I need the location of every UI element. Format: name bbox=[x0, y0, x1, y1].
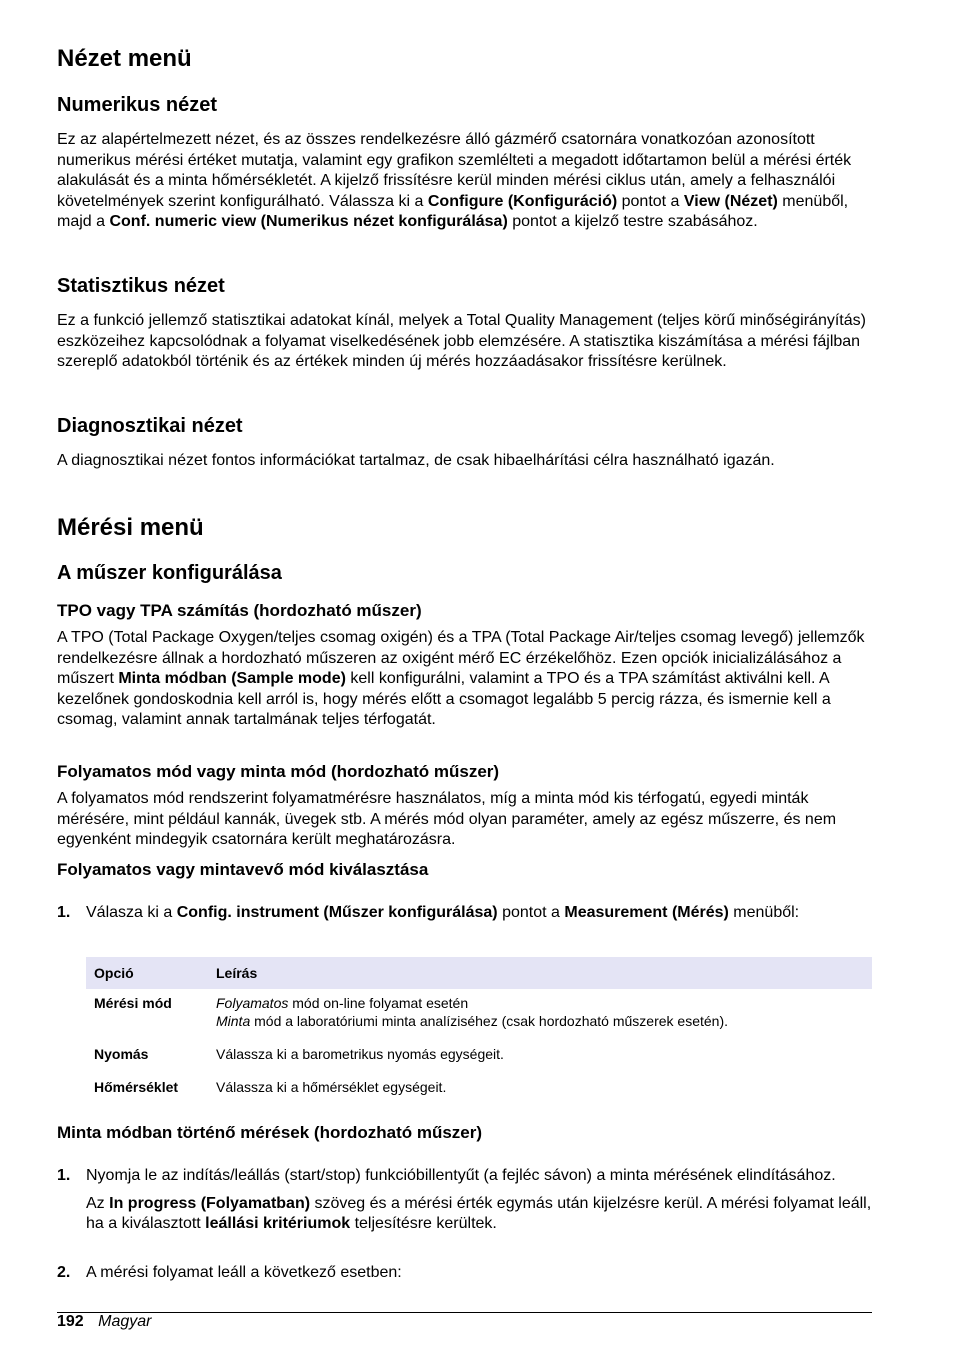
table-row bbox=[86, 1040, 872, 1073]
option-name: Nyomás bbox=[94, 1046, 149, 1062]
heading-measurement-menu: Mérési menü bbox=[57, 514, 204, 541]
step-result-text: Az In progress (Folyamatban) szöveg és a mérési érték egymás után kijelzésre kerül. A mérési folyamat leáll, ha a kiválasztott leállási kritériumok teljesítésre kerültek. bbox=[86, 1194, 872, 1232]
table-row bbox=[86, 989, 872, 1040]
options-table bbox=[86, 957, 872, 1106]
step-text: Válasza ki a Config. instrument (Műszer konfigurálása) pontot a Measurement (Mérés) menüből: bbox=[86, 904, 800, 921]
paragraph-numeric: Ez az alapértelmezett nézet, és az összes rendelkezésre álló gázmérő csatornára vonatkozóan azonosított numerikus mérési értéket mutatja, valamint egy grafikon szemlélteti a megadott időtartamon belül a mérési érték alakulását és a minta hőmérsékletét. A kijelző frissítésre kerül minden mérési ciklus után, amely a felhasználói követelmények szerint konfigurálható. Válassza ki a Configure (Konfiguráció) pontot a View (Nézet) menüből, majd a Conf. numeric view (Numerikus nézet konfigurálása) pontot a kijelző testre szabásához. bbox=[57, 131, 852, 230]
heading-numeric-view: Numerikus nézet bbox=[57, 94, 218, 116]
option-name: Mérési mód bbox=[94, 995, 172, 1011]
step-text: Nyomja le az indítás/leállás (start/stop) funkcióbillentyűt (a fejléc sávon) a minta mérésének elindításához. bbox=[86, 1167, 836, 1184]
column-header-description: Leírás bbox=[208, 957, 872, 989]
heading-view-menu: Nézet menü bbox=[57, 45, 192, 72]
table-row bbox=[86, 1073, 872, 1106]
option-description: Válassza ki a barometrikus nyomás egységeit. bbox=[216, 1046, 504, 1062]
paragraph-tpo: A TPO (Total Package Oxygen/teljes csomag oxigén) és a TPA (Total Package Air/teljes csomag levegő) jellemzők rendelkezésre állnak a hordozható műszeren az oxigént mérő EC érzékelőhöz. Ezen opciók inicializálásához a műszert Minta módban (Sample mode) kell konfigurálni, valamint a TPO és a TPA számítást aktiválni kell. A kezelőnek gondoskodnia kell arról is, hogy mérés előtt a csomagot legalább 5 percig rázza, és ismernie kell a csomag, valamint annak tartalmának teljes térfogatát. bbox=[57, 629, 865, 728]
page-footer bbox=[57, 1313, 152, 1331]
paragraph-statistical: Ez a funkció jellemző statisztikai adatokat kínál, melyek a Total Quality Management (teljes körű minőségirányítás) eszközeihez kapcsolódnak a folyamat viselkedésének jobb elemzésére. A statisztika kiszámítása a mérési fájlban szereplő adatokból történik és az értékek minden új mérés hozzáadásakor frissítésre kerülnek. bbox=[57, 312, 866, 370]
step-number: 2. bbox=[57, 1264, 71, 1281]
step-text: A mérési folyamat leáll a következő esetben: bbox=[86, 1264, 402, 1281]
paragraph-diagnostic: A diagnosztikai nézet fontos információkat tartalmaz, de csak hibaelhárítási célra használható igazán. bbox=[57, 452, 775, 469]
option-name: Hőmérséklet bbox=[94, 1079, 179, 1095]
heading-sample-mode-measurement: Minta módban történő mérések (hordozható műszer) bbox=[57, 1123, 483, 1142]
column-header-option: Opció bbox=[86, 957, 208, 989]
option-description: Válassza ki a hőmérséklet egységeit. bbox=[216, 1079, 447, 1095]
heading-mode-selection: Folyamatos vagy mintavevő mód kiválasztása bbox=[57, 860, 429, 879]
heading-diagnostic-view: Diagnosztikai nézet bbox=[57, 415, 243, 437]
table-header-row bbox=[86, 957, 872, 989]
paragraph-continuous: A folyamatos mód rendszerint folyamatmérésre használatos, míg a minta mód kis térfogatú, egyedi minták mérésére, mint például kannák, üvegek stb. A mérés mód olyan paraméter, amely az egész műszerre, és nem egyenként mindegyik csatornára került meghatározásra. bbox=[57, 790, 837, 848]
step-number: 1. bbox=[57, 1167, 71, 1184]
heading-instrument-config: A műszer konfigurálása bbox=[57, 562, 282, 584]
footer-divider bbox=[57, 1312, 872, 1313]
heading-continuous-mode: Folyamatos mód vagy minta mód (hordozható műszer) bbox=[57, 762, 500, 781]
heading-tpo-tpa: TPO vagy TPA számítás (hordozható műszer) bbox=[57, 601, 422, 620]
footer-language: Magyar bbox=[98, 1313, 152, 1330]
heading-statistical-view: Statisztikus nézet bbox=[57, 275, 225, 297]
step-number: 1. bbox=[57, 904, 71, 921]
page-number: 192 bbox=[57, 1313, 84, 1330]
option-description: Folyamatos mód on-line folyamat esetén Minta mód a laboratóriumi minta analíziséhez (csak hordozható műszerek esetén). bbox=[216, 995, 729, 1029]
